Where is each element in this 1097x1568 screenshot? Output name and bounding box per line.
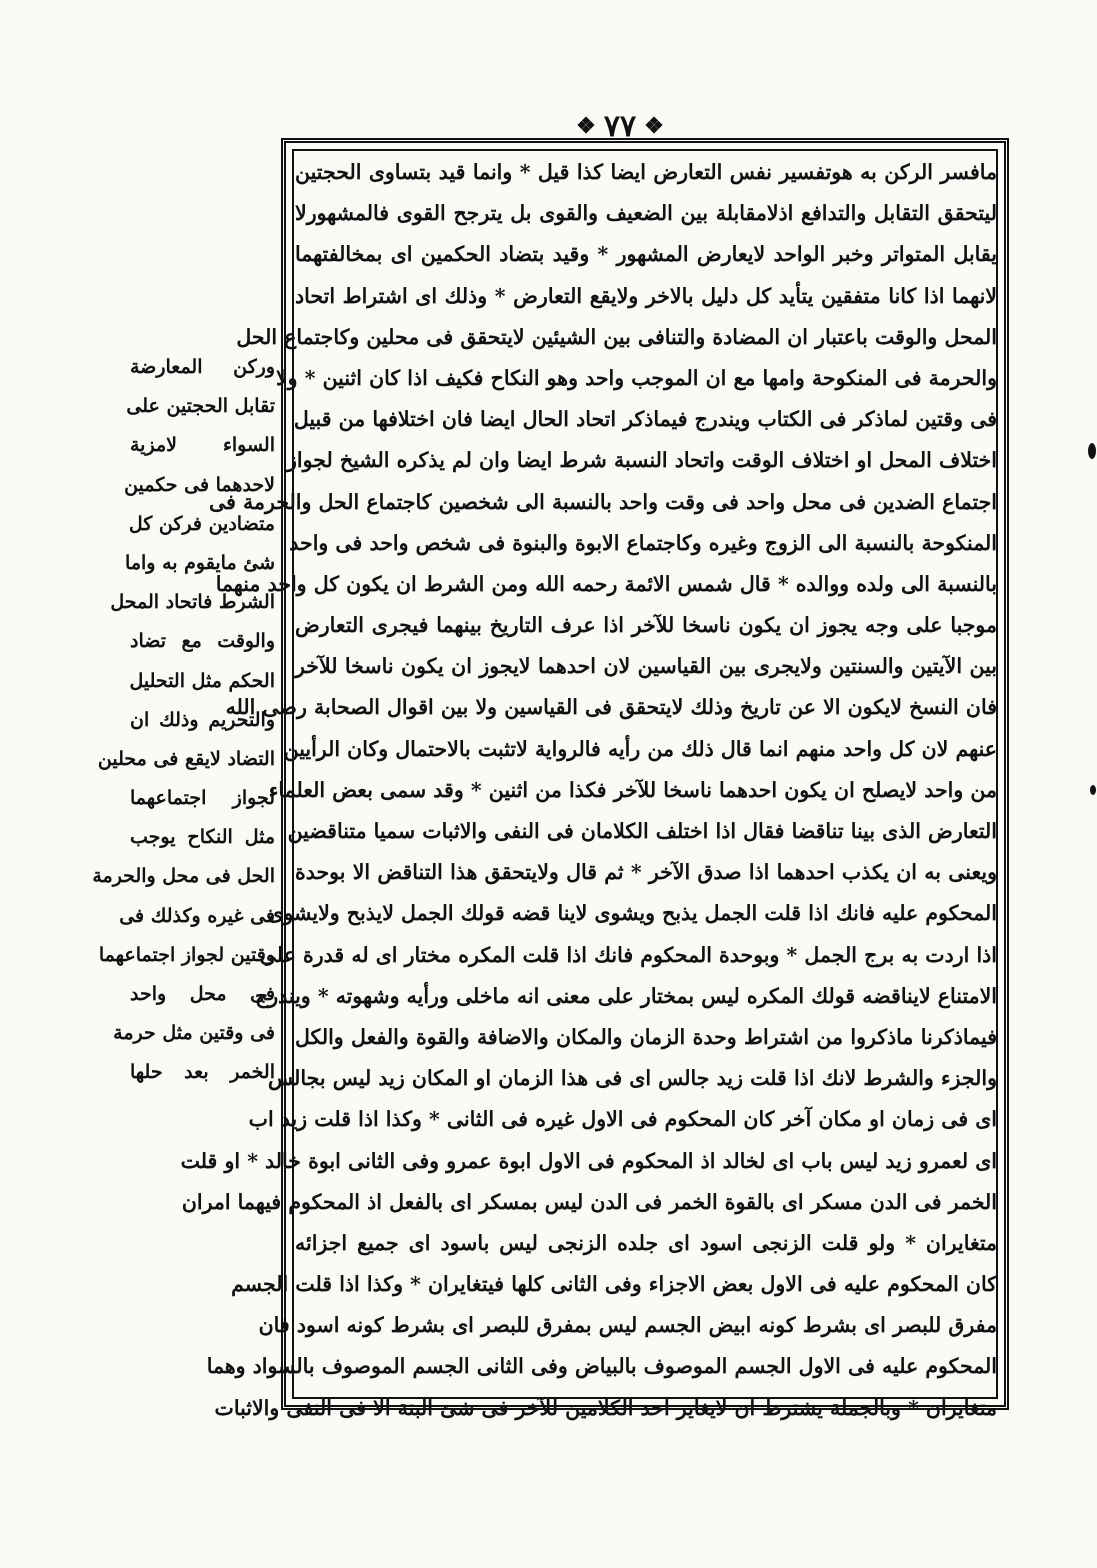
scan-blot bbox=[1088, 443, 1096, 459]
text-line: كان المحكوم عليه فى الاول بعض الاجزاء وفى الثانى كلها فيتغايران * وكذا اذا قلت الجسم bbox=[231, 1272, 997, 1297]
text-line: فان النسخ لايكون الا عن تاريخ وذلك لايتحقق فى القياسين ولا بين اقوال الصحابة رضى الله bbox=[225, 695, 997, 720]
margin-note-line: مثل النكاح يوجب bbox=[130, 826, 275, 849]
text-line: فى وقتين لماذكر فى الكتاب ويندرج فيماذكر اتحاد الحال ايضا فان اختلافها من قبيل bbox=[293, 407, 997, 432]
text-line: اختلاف المحل او اختلاف الوقت واتحاد النسبة شرط ايضا وان لم يذكره الشيخ لجواز bbox=[287, 448, 997, 473]
margin-note-line: شئ مايقوم به واما bbox=[125, 551, 275, 574]
margin-note-line: والتحريم وذلك ان bbox=[130, 708, 275, 731]
text-line: موجبا على وجه يجوز ان يكون ناسخا للآخر اذا عرف التاريخ بينهما فيجرى التعارض bbox=[295, 613, 997, 638]
text-line: اى لعمرو زيد ليس باب اى لخالد اذ المحكوم فى الاول ابوة عمرو وفى الثانى ابوة خالد * او قلت bbox=[180, 1148, 997, 1173]
ornament-icon: ❖ bbox=[576, 113, 596, 139]
text-line: متغايران * ولو قلت الزنجى اسود اى جلده الزنجى ليس باسود اى جميع اجزائه bbox=[295, 1230, 997, 1255]
text-line: بالنسبة الى ولده ووالده * قال شمس الائمة رحمه الله ومن الشرط ان يكون كل واحد منهما bbox=[215, 571, 997, 596]
text-line: التعارض الذى بينا تناقضا فقال اذا اختلف الكلامان فى النفى والاثبات سميا متناقضين bbox=[287, 819, 997, 843]
text-line: اى فى زمان او مكان آخر كان المحكوم فى الاول غيره فى الثانى * وكذا اذا قلت زيد اب bbox=[248, 1107, 997, 1132]
text-line: لانهما اذا كانا متفقين يتأيد كل دليل بالاخر ولايقع التعارض * وذلك اى اشتراط اتحاد bbox=[295, 283, 997, 308]
text-line: متغايران * وبالجملة يشترط ان لايغاير احد الكلامين للآخر فى شئ البتة الا فى النفى والاثبات bbox=[214, 1395, 997, 1420]
text-line: المنكوحة بالنسبة الى الزوج وغيره وكاجتماع الابوة والبنوة فى شخص واحد فى واحد bbox=[289, 530, 997, 555]
text-line: بين الآيتين والسنتين ولايجرى بين القياسين لان احدهما لايجوز ان يكون ناسخا للآخر bbox=[295, 654, 997, 679]
margin-commentary bbox=[92, 348, 275, 1108]
margin-note-line: وركن المعارضة bbox=[130, 356, 275, 378]
margin-note-line: فى غيره وكذلك فى bbox=[119, 904, 275, 927]
text-line: الخمر فى الدن مسكر اى بالقوة الخمر فى الدن ليس بمسكر اى بالفعل اذ المحكوم فيهما امران bbox=[181, 1189, 997, 1214]
margin-note-line: لاحدهما فى حكمين bbox=[124, 473, 275, 496]
text-line: المحكوم عليه فانك اذا قلت الجمل يذبح ويشوى لاينا قضه قولك الجمل لايذبح ولايشوى bbox=[267, 901, 997, 926]
margin-note-line: فى محل واحد bbox=[130, 983, 275, 1005]
text-line: اذا اردت به برج الجمل * وبوحدة المحكوم فانك اذا قلت المكره مختار اى له قدرة على bbox=[259, 942, 997, 967]
margin-note-line: والوقت مع تضاد bbox=[130, 630, 275, 653]
margin-note-line: الحكم مثل التحليل bbox=[129, 669, 275, 692]
margin-note-line: فى وقتين مثل حرمة bbox=[113, 1022, 275, 1045]
text-line: والجزء والشرط لانك اذا قلت زيد جالس اى فى هذا الزمان او المكان زيد ليس بجالس bbox=[268, 1066, 997, 1091]
text-line: والحرمة فى المنكوحة وامها مع ان الموجب واحد وهو النكاح فكيف اذا كان اثنين * ولا bbox=[275, 365, 997, 390]
text-line: عنهم لان كل واحد منهم انما قال ذلك من رأيه فالرواية لاتثبت بالاحتمال وكان الرأيين bbox=[283, 736, 997, 761]
text-line: فيماذكرنا ماذكروا من اشتراط وحدة الزمان والمكان والاضافة والقوة والفعل والكل bbox=[295, 1024, 997, 1049]
margin-note-line: الشرط فاتحاد المحل bbox=[110, 591, 275, 614]
text-line: ويعنى به ان يكذب احدهما اذا صدق الآخر * ثم قال ولايتحقق هذا التناقض الا بوحدة bbox=[295, 860, 997, 885]
text-line: من واحد لايصلح ان يكون احدهما ناسخا للآخر فكذا من اثنين * وقد سمى بعض العلماء bbox=[268, 777, 997, 802]
margin-note-line: تقابل الحجتين على bbox=[126, 395, 275, 418]
margin-note-line: التضاد لايقع فى محلين bbox=[97, 747, 275, 770]
margin-note-line: الخمر بعد حلها bbox=[130, 1061, 275, 1084]
margin-note-line: الحل فى محل والحرمة bbox=[92, 865, 275, 888]
text-line: ليتحقق التقابل والتدافع اذلامقابلة بين الضعيف والقوى بل يترجح القوى فالمشهورلا bbox=[295, 201, 997, 226]
text-line: المحل والوقت باعتبار ان المضادة والتنافى بين الشيئين لايتحقق فى محلين وكاجتماع الحل bbox=[236, 324, 997, 349]
scan-blot bbox=[1090, 785, 1096, 795]
text-line: مافسر الركن به هوتفسير نفس التعارض ايضا كذا قيل * وانما قيد بتساوى الحجتين bbox=[295, 160, 997, 184]
page-number: ٧٧ bbox=[603, 108, 637, 144]
margin-note-line: لجواز اجتماعهما bbox=[130, 787, 275, 810]
text-line: المحكوم عليه فى الاول الجسم الموصوف بالبياض وفى الثانى الجسم الموصوف بالسواد وهما bbox=[206, 1354, 997, 1379]
text-line: الامتناع لايناقضه قولك المكره ليس بمختار على معنى انه ماخلى ورأيه وشهوته * ويندرج bbox=[255, 983, 997, 1008]
text-line: يقابل المتواتر وخبر الواحد لايعارض المشهور * وقيد بتضاد الحكمين اى بمخالفتهما bbox=[295, 242, 997, 267]
ornament-icon: ❖ bbox=[644, 113, 664, 139]
text-line: اجتماع الضدين فى محل واحد فى وقت واحد بالنسبة الى شخصين كاجتماع الحل والحرمة فى bbox=[209, 489, 997, 514]
margin-note-line: وقتين لجواز اجتماعهما bbox=[98, 943, 275, 966]
text-line: مفرق للبصر اى بشرط كونه ابيض الجسم ليس بمفرق للبصر اى بشرط كونه اسود فان bbox=[258, 1313, 997, 1338]
margin-note-line: السواء لامزية bbox=[130, 434, 275, 457]
margin-note-line: متضادين فركن كل bbox=[128, 512, 275, 535]
